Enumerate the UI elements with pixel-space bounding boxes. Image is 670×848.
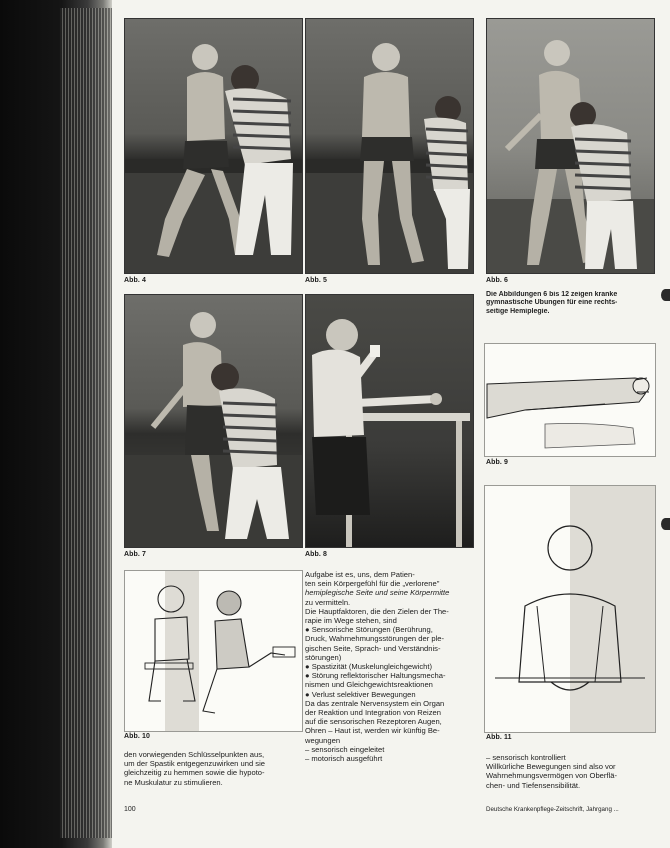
journal-footer: Deutsche Krankenpflege-Zeitschrift, Jahrgang ... xyxy=(486,806,619,813)
text-line: Die Hauptfaktoren, die den Zielen der The- xyxy=(305,606,449,616)
drawing-abb-9 xyxy=(484,343,656,457)
photo-abb-6 xyxy=(486,18,655,274)
text-line: – motorisch ausgeführt xyxy=(305,754,383,764)
text-line: Wahrnehmungsvermögen von Oberflä- xyxy=(486,771,617,781)
text-line: der Reaktion und Integration von Reizen xyxy=(305,708,441,718)
photo-abb-7 xyxy=(124,294,303,548)
left-column-text xyxy=(124,750,301,787)
middle-column-text xyxy=(305,570,472,763)
text-line: Da das zentrale Nervensystem ein Organ xyxy=(305,698,445,708)
caption-abb-8: Abb. 8 xyxy=(305,551,327,558)
text-line: Aufgabe ist es, uns, dem Patien- xyxy=(305,570,415,579)
text-line: ● Verlust selektiver Bewegungen xyxy=(305,689,416,699)
text-line: gleichzeitig zu hemmen sowie die hypoto- xyxy=(124,768,265,778)
text-line: zu vermitteln. xyxy=(305,597,351,607)
text-line: chen- und Tiefensensibilität. xyxy=(486,780,581,790)
text-line: den vorwiegenden Schlüsselpunkten aus, xyxy=(124,750,265,759)
photo-abb-8 xyxy=(305,294,474,548)
photo-abb-5-figures xyxy=(306,19,473,273)
page-tab-marker-bottom xyxy=(661,518,670,530)
book-page-edges xyxy=(60,8,114,838)
photo-abb-8-figures xyxy=(306,295,473,547)
text-line: wegungen xyxy=(305,735,341,745)
drawing-abb-11-figure xyxy=(485,486,655,732)
caption-abb-4: Abb. 4 xyxy=(124,277,146,284)
intro-line: gymnastische Übungen für eine rechts- xyxy=(486,299,618,307)
intro-line: seitige Hemiplegie. xyxy=(486,307,550,315)
caption-abb-7: Abb. 7 xyxy=(124,551,146,558)
text-line: ne Muskulatur zu stimulieren. xyxy=(124,777,223,787)
photo-abb-4 xyxy=(124,18,303,274)
text-line: Willkürliche Bewegungen sind also vor xyxy=(486,762,616,772)
text-line: ten sein Körpergefühl für die „verlorene" xyxy=(305,579,440,589)
drawing-abb-10-figures xyxy=(125,571,302,731)
right-column-text xyxy=(486,753,656,790)
text-line: störungen) xyxy=(305,652,342,662)
photo-abb-6-figures xyxy=(487,19,654,273)
photo-abb-4-figures xyxy=(125,19,302,273)
text-line: hemiplegische Seite und seine Körpermitte xyxy=(305,588,450,598)
caption-abb-10: Abb. 10 xyxy=(124,733,150,740)
intro-text xyxy=(486,291,617,316)
text-line: ● Spastizität (Muskelungleichgewicht) xyxy=(305,662,432,672)
page-tab-marker-top xyxy=(661,289,670,301)
photo-abb-5 xyxy=(305,18,474,274)
intro-line: Die Abbildungen 6 bis 12 zeigen kranke xyxy=(486,291,618,298)
text-line: ● Sensorische Störungen (Berührung, xyxy=(305,625,433,635)
text-line: – sensorisch eingeleitet xyxy=(305,744,385,754)
text-line: nismen und Gleichgewichtsreaktionen xyxy=(305,680,433,690)
drawing-abb-11 xyxy=(484,485,656,733)
drawing-abb-9-figure xyxy=(485,344,655,456)
text-line: Druck, Wahrnehmungsstörungen der ple- xyxy=(305,634,445,644)
text-line: ● Störung reflektorischer Haltungsmecha- xyxy=(305,671,446,681)
book-page xyxy=(112,0,670,848)
caption-abb-5: Abb. 5 xyxy=(305,277,327,284)
text-line: – sensorisch kontrolliert xyxy=(486,753,566,762)
text-line: um der Spastik entgegenzuwirken und sie xyxy=(124,759,265,769)
text-line: gischen Seite, Sprach- und Verständnis- xyxy=(305,643,441,653)
drawing-abb-10 xyxy=(124,570,303,732)
caption-abb-9: Abb. 9 xyxy=(486,459,508,466)
caption-abb-11: Abb. 11 xyxy=(486,734,512,741)
text-line: rapie im Wege stehen, sind xyxy=(305,616,397,626)
photo-abb-7-figures xyxy=(125,295,302,547)
text-line: auf die sensorischen Rezeptoren Augen, xyxy=(305,717,442,727)
caption-abb-6: Abb. 6 xyxy=(486,277,508,284)
page-number: 100 xyxy=(124,806,136,813)
text-line: Ohren – Haut ist, werden wir künftig Be- xyxy=(305,726,440,736)
